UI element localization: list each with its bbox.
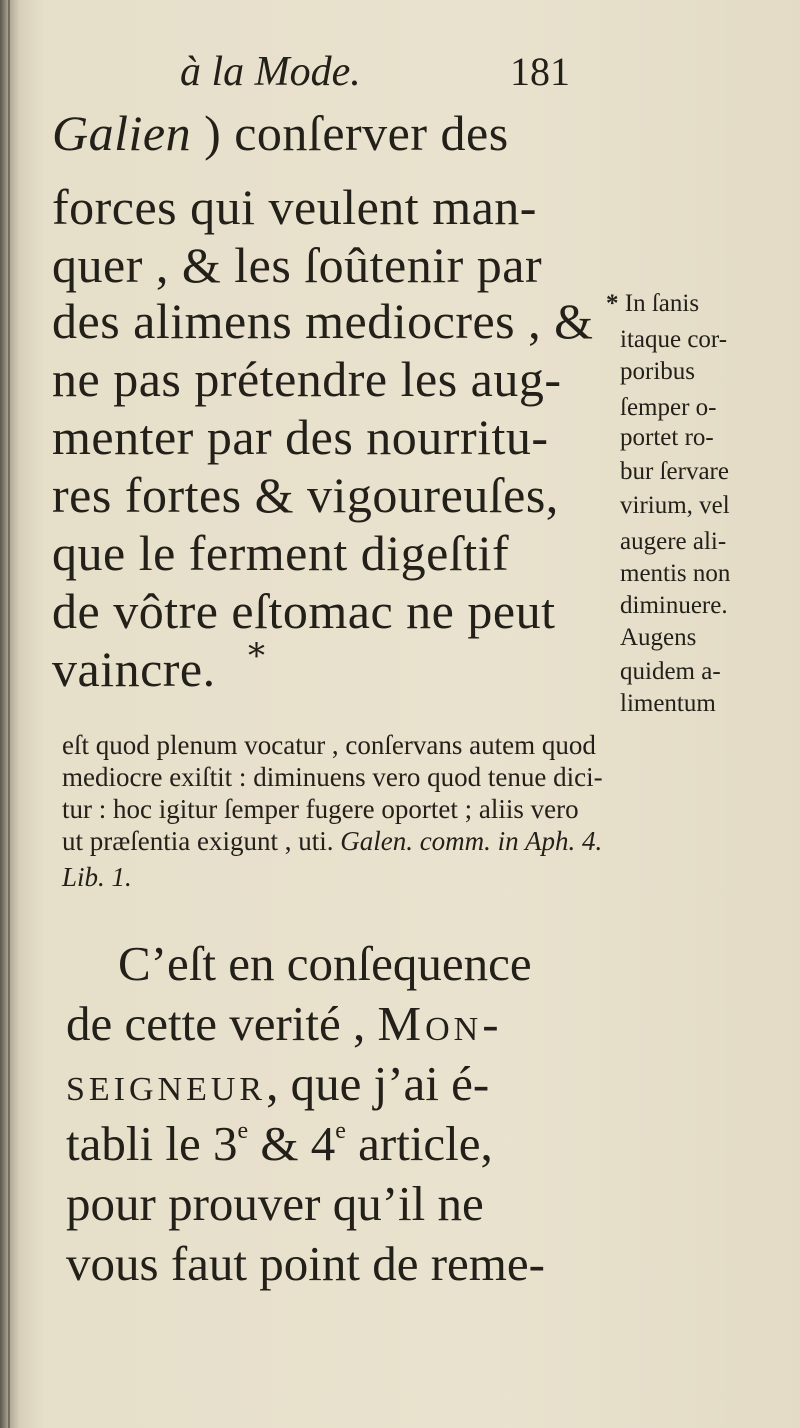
margin-note-line-12: quidem a- [620,658,721,685]
paragraph-2-line-6: vous faut point de reme- [66,1236,545,1291]
text-line-2: forces qui veulent man- [52,179,537,235]
title-seigneur: seigneur [66,1056,267,1111]
text-line-7: res fortes & vigoureuſes, [52,467,559,523]
paragraph-2-line-4: tabli le 3e & 4e article, [66,1116,493,1171]
note-reference-mark: * [248,636,265,676]
margin-note-line-13: limentum [620,690,716,717]
text-line-9: de vôtre eſtomac ne peut [52,583,556,639]
gutter-shadow [8,0,10,1428]
running-head: à la Mode. [180,49,361,95]
text-line-3: quer , & les ſoûtenir par [52,237,543,293]
paragraph-2-line-2: de cette verité , Mon- [66,996,503,1051]
footnote-line-2: mediocre exiſtit : diminuens vero quod tenue dici- [62,762,603,792]
margin-note-line-4: ſemper o- [620,394,717,421]
margin-note-line-10: diminuere. [620,592,728,619]
footnote-line-1: eſt quod plenum vocatur , conſervans autem quod [62,730,596,760]
text-line-10: vaincre. [52,641,216,697]
margin-note-line-11: Augens [620,624,697,651]
footnote-line-5: Lib. 1. [62,862,132,892]
margin-note-line-6: bur ſervare [620,458,729,485]
margin-note-line-8: augere ali- [620,528,727,555]
margin-note-line-3: poribus [620,358,695,385]
paragraph-2-line-1: C’eſt en conſequence [118,936,532,991]
paragraph-2-line-3: seigneur, que j’ai é- [66,1056,490,1111]
footnote-citation: Galen. comm. in Aph. 4. [340,826,603,856]
page-number: 181 [510,49,570,94]
footnote-line-4: ut præſentia exigunt , uti. Galen. comm. in Aph. 4. [62,826,603,856]
text-line-4: des alimens mediocres , & [52,293,594,349]
margin-note-line-7: virium, vel [620,492,730,519]
text-line-8: que le ferment digeſtif [52,525,510,581]
margin-note-line-9: mentis non [620,560,731,587]
footnote-line-3: tur : hoc igitur ſemper fugere oportet ; aliis vero [62,794,579,824]
margin-note-marker: * [606,290,619,317]
paragraph-2-line-5: pour prouver qu’il ne [66,1176,484,1231]
text-line-1-rest: ) conſerver des [191,105,509,161]
margin-note-line-5: portet ro- [620,424,714,451]
margin-note-line-2: itaque cor- [620,326,728,353]
page-header [180,48,580,104]
text-line-5: ne pas prétendre les aug- [52,351,562,407]
text-line-6: menter par des nourritu- [52,409,549,465]
text-line-1 [52,104,509,162]
margin-note-line-1: * In ſanis [606,290,700,317]
author-name: Galien [52,105,192,161]
